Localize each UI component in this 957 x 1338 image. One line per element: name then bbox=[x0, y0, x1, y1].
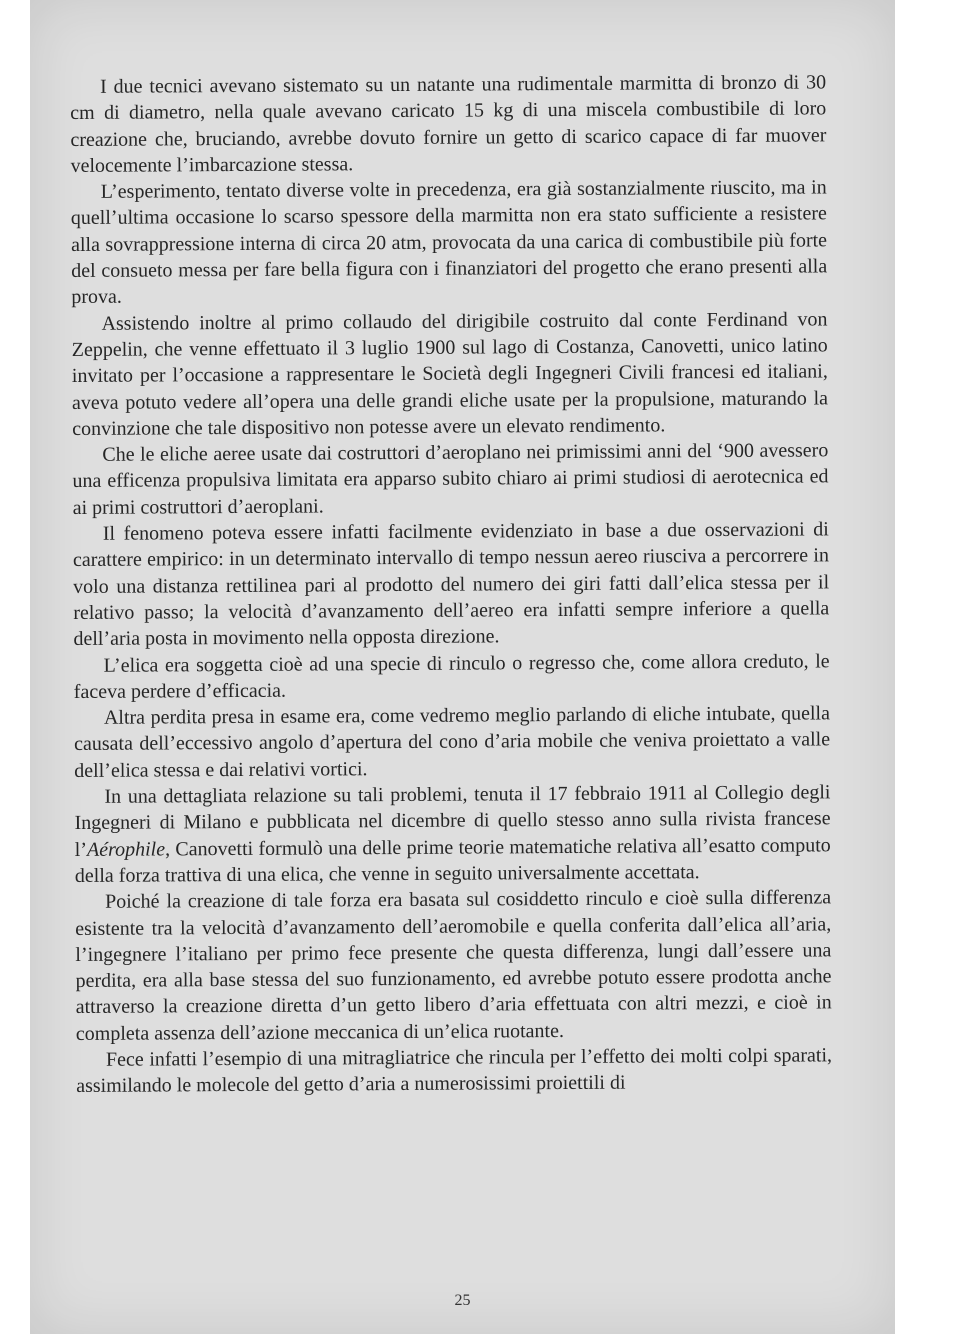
paragraph-5: Il fenomeno poteva essere infatti facilmente evidenziato in base a due osservazioni di carattere empirico: in un determinato intervallo di tempo nessun aereo riusciva a percorrere in volo una distanza rettilinea pari al prodotto del numero dei giri fatti dall’elica stessa per il relativo passo; la velocità d’avanzamento dell’aereo era infatti sempre inferiore a quella dell’aria posta in movimento nella opposta direzione. bbox=[72, 518, 830, 651]
paragraph-1: I due tecnici avevano sistemato su un natante una rudimentale marmitta di bronzo di 30 cm di diametro, nella quale avevano caricato 15 kg di una miscela combustibile di loro creazione che, bruciando, avrebbe dovuto fornire un getto di scarico capace di far muover velocemente l’imbarcazione stessa. bbox=[70, 71, 827, 177]
paragraph-8-text-after: , Canovetti formulò una delle prime teorie matematiche relativa all’esatto computo della forza trattiva di una elica, che venne in seguito universalmente accettata. bbox=[74, 833, 831, 887]
book-page bbox=[30, 0, 895, 1334]
body-text bbox=[70, 69, 832, 1099]
page-number: 25 bbox=[454, 1292, 471, 1309]
paragraph-6: L’elica era soggetta cioè ad una specie di rinculo o regresso che, come allora creduto, le faceva perdere d’efficacia. bbox=[73, 649, 830, 703]
paragraph-3: Assistendo inoltre al primo collaudo del dirigibile costruito dal conte Ferdinand von Zeppelin, che venne effettuato il 3 luglio 1900 sul lago di Costanza, Canovetti, unico latino invitato per l’occasione a rappresentare le Società degli Ingegneri Civili francesi ed italiani, aveva potuto vedere all’opera una delle grandi eliche usate per la propulsione, maturando la convinzione che tale dispositivo non potesse avere un elevato rendimento. bbox=[71, 308, 829, 440]
paragraph-2: L’esperimento, tentato diverse volte in precedenza, era già sostanzialmente riuscito, ma in quell’ultima occasione lo scarso spessore della marmitta non era stato sufficiente a resistere alla sovrappressione interna di circa 20 atm, provocata da una carica di combustibile più forte del consueto messa per fare bella figura con i finanziatori del progetto che erano presenti alla prova. bbox=[70, 176, 828, 309]
paragraph-9: Poiché la creazione di tale forza era basata sul cosiddetto rinculo e cioè sulla differenza esistente tra la velocità d’avanzamento dell’aeromobile e quella conferita dall’elica all’aria, l’ingegnere l’italiano per primo fece presente che questa differenza, lungi dall’essere una perdita, era alla base stessa del suo funzionamento, ed avrebbe potuto essere prodotta anche attraverso la creazione diretta d’un getto libero d’aria effettuata con altri mezzi, e cioè in completa assenza dell’azione meccanica di un’elica ruotante. bbox=[75, 886, 832, 1045]
paragraph-10: Fece infatti l’esempio di una mitragliatrice che rincula per l’effetto dei molti colpi sparati, assimilando le molecole del getto d’aria a numerosissimi proiettili di bbox=[76, 1044, 833, 1098]
journal-title: Aérophile bbox=[86, 838, 166, 861]
paragraph-8-text-before: In una dettagliata relazione su tali problemi, tenuta il 17 febbraio 1911 al Collegio degli Ingegneri di Milano e pubblicata nel dicembre di quello stesso anno sulla rivista francese l’ bbox=[74, 781, 831, 861]
paragraph-7: Altra perdita presa in esame era, come vedremo meglio parlando di eliche intubate, quella causata dell’eccessivo angolo d’apertura del cono d’aria mobile che veniva proiettato a valle dell’elica stessa e dai relativi vortici. bbox=[74, 702, 831, 782]
paragraph-4: Che le eliche aeree usate dai costruttori d’aeroplano nei primissimi anni del ‘900 avessero una efficenza propulsiva limitata era apparso subito chiaro ai primi studiosi di aerotecnica ed ai primi costruttori d’aeroplani. bbox=[72, 439, 829, 519]
paragraph-8 bbox=[74, 779, 831, 889]
